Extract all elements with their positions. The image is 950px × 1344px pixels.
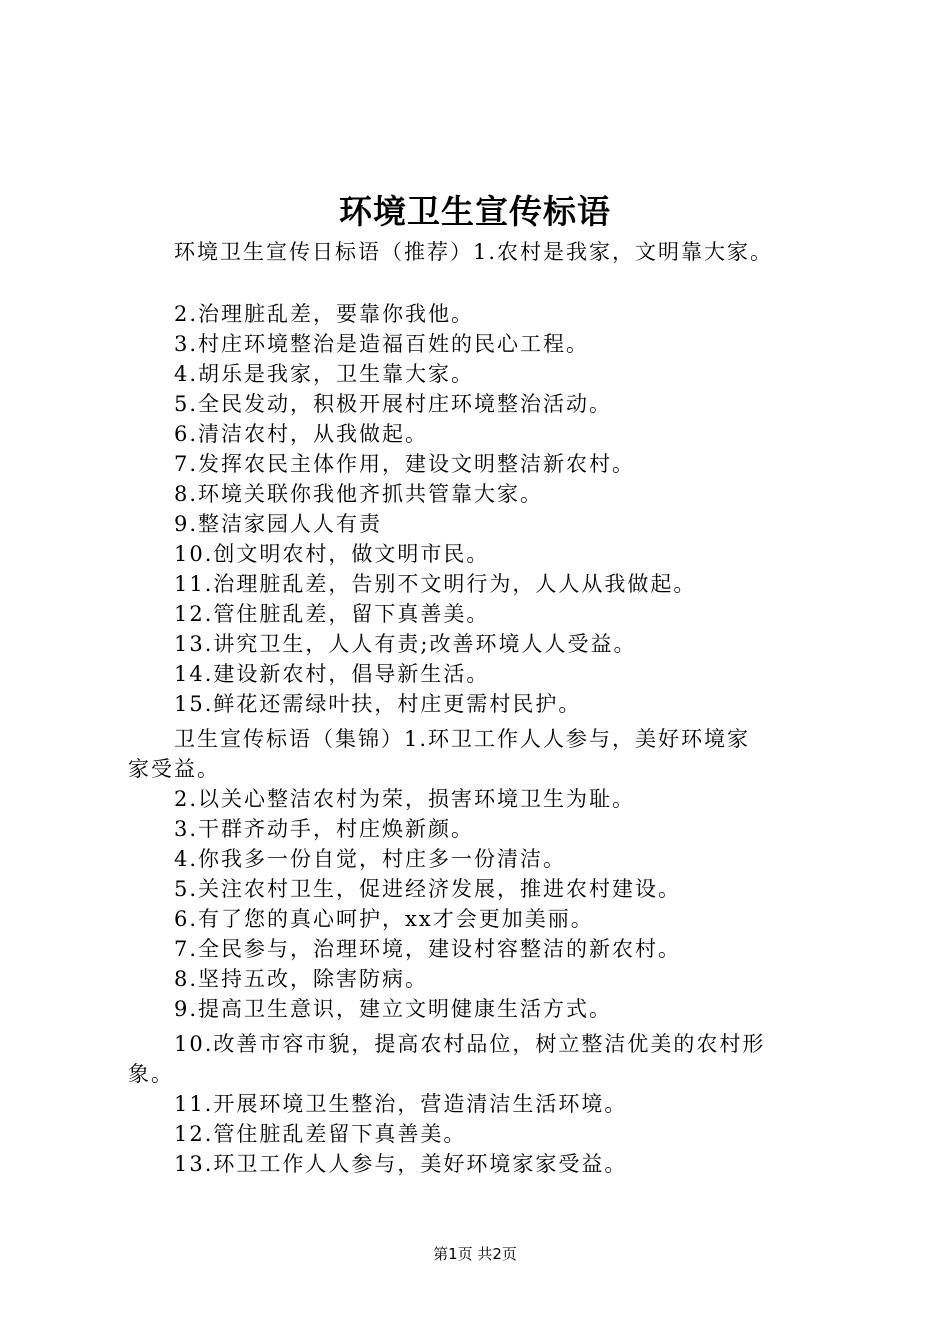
text-line: 14.建设新农村，倡导新生活。 [128, 662, 490, 686]
text-line: 9.提高卫生意识，建立文明健康生活方式。 [128, 997, 613, 1021]
text-line: 13.环卫工作人人参与，美好环境家家受益。 [128, 1152, 628, 1176]
text-line: 8.坚持五改，除害防病。 [128, 967, 429, 991]
text-line: 8.环境关联你我他齐抓共管靠大家。 [128, 482, 544, 506]
text-line: 13.讲究卫生，人人有责;改善环境人人受益。 [128, 632, 637, 656]
text-line: 10.改善市容市貌，提高农村品位，树立整洁优美的农村形 [128, 1032, 766, 1056]
text-line: 4.胡乐是我家，卫生靠大家。 [128, 362, 475, 386]
text-line: 11.开展环境卫生整治，营造清洁生活环境。 [128, 1092, 628, 1116]
text-line: 卫生宣传标语（集锦）1.环卫工作人人参与，美好环境家 [128, 727, 751, 751]
text-line: 15.鲜花还需绿叶扶，村庄更需村民护。 [128, 692, 582, 716]
text-line: 6.清洁农村，从我做起。 [128, 422, 429, 446]
page-footer: 第1页 共2页 [433, 1245, 517, 1263]
text-line: 3.村庄环境整治是造福百姓的民心工程。 [128, 332, 590, 356]
text-line: 5.关注农村卫生，促进经济发展，推进农村建设。 [128, 877, 682, 901]
text-line: 11.治理脏乱差，告别不文明行为，人人从我做起。 [128, 572, 697, 596]
text-line: 3.干群齐动手，村庄焕新颜。 [128, 817, 475, 841]
text-line: 12.管住脏乱差留下真善美。 [128, 1122, 467, 1146]
text-line: 2.以关心整洁农村为荣，损害环境卫生为耻。 [128, 787, 636, 811]
text-line: 9.整洁家园人人有责 [128, 512, 383, 536]
text-line: 象。 [128, 1062, 174, 1086]
text-line: 5.全民发动，积极开展村庄环境整治活动。 [128, 392, 613, 416]
text-line: 环境卫生宣传日标语（推荐）1.农村是我家，文明靠大家。 [128, 240, 774, 264]
text-line: 10.创文明农村，做文明市民。 [128, 542, 490, 566]
text-line: 7.发挥农民主体作用，建设文明整洁新农村。 [128, 452, 636, 476]
text-line: 家受益。 [128, 757, 220, 781]
text-line: 12.管住脏乱差，留下真善美。 [128, 602, 490, 626]
text-line: 2.治理脏乱差，要靠你我他。 [128, 302, 475, 326]
document-title: 环境卫生宣传标语 [339, 192, 611, 231]
text-line: 6.有了您的真心呵护，xx才会更加美丽。 [128, 907, 594, 931]
text-line: 7.全民参与，治理环境，建设村容整洁的新农村。 [128, 937, 682, 961]
text-line: 4.你我多一份自觉，村庄多一份清洁。 [128, 847, 567, 871]
